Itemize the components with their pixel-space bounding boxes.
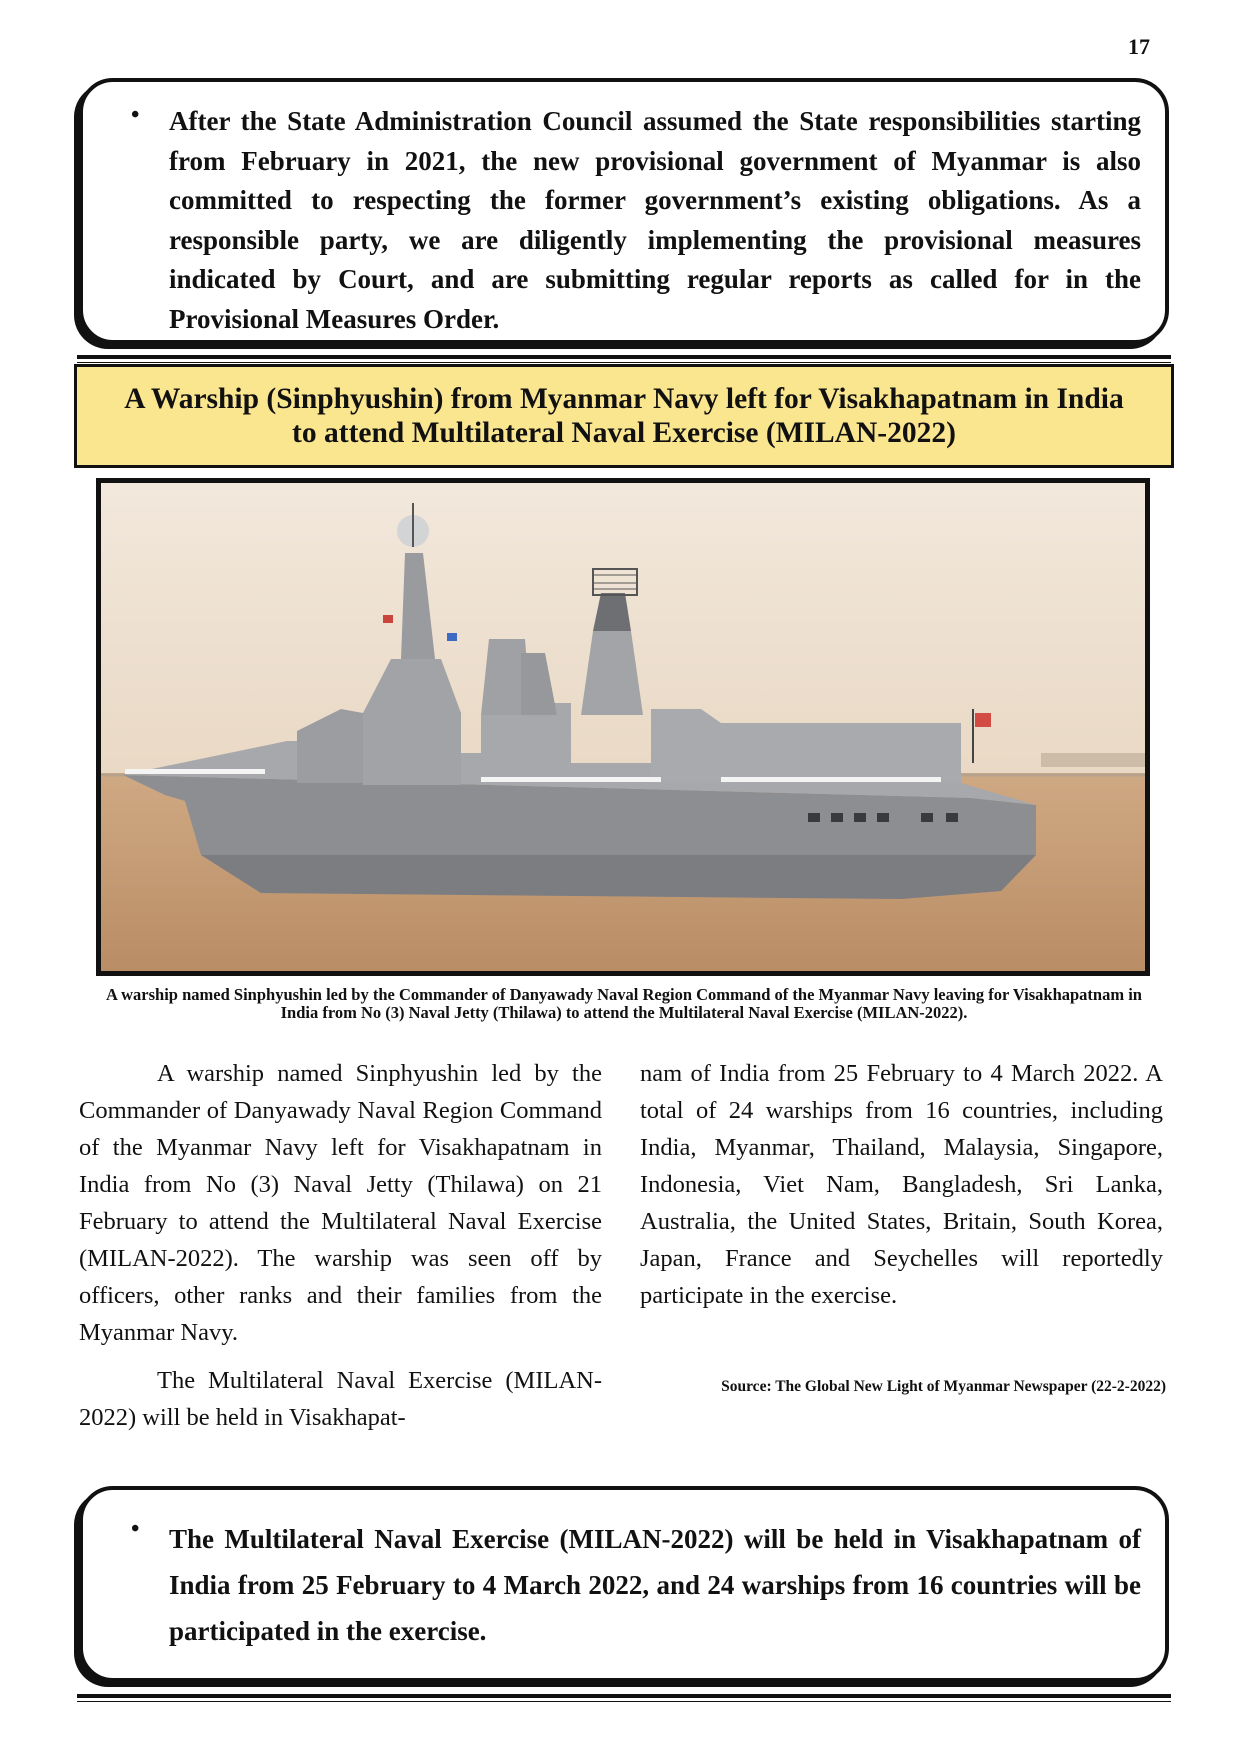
headline-line-1: A Warship (Sinphyushin) from Myanmar Navy left for Visakhapatnam in India (124, 383, 1124, 415)
article-paragraph-2-continued: nam of India from 25 February to 4 March 2022. A total of 24 warships from 16 countries, including India, Myanmar, Thailand, Malaysia, Singapore, Indonesia, Viet Nam, Bangladesh, Sri Lanka, Australia, the United States, Britain, South Korea, Japan, France and Seychelles will reportedly participate in the exercise. (640, 1060, 1163, 1309)
headline-line-2: to attend Multilateral Naval Exercise (MILAN-2022) (292, 417, 956, 449)
article-column-right (640, 1055, 1163, 1314)
photo-caption: A warship named Sinphyushin led by the Commander of Danyawady Naval Region Command of the Myanmar Navy leaving for Visakhapatnam in India from No (3) Naval Jetty (Thilawa) to attend the Multilateral Naval Exercise (MILAN-2022). (106, 985, 1142, 1022)
article-paragraph-2-start: The Multilateral Naval Exercise (MILAN-2022) will be held in Visakhapat- (79, 1367, 602, 1431)
warship-illustration (101, 483, 1145, 971)
top-summary-callout (79, 78, 1169, 344)
top-callout-bullet-item (129, 102, 1141, 339)
article-paragraph-1: A warship named Sinphyushin led by the Commander of Danyawady Naval Region Command of the Myanmar Navy left for Visakhapatnam in India from No (3) Naval Jetty (Thilawa) on 21 February to attend the Multilateral Naval Exercise (MILAN-2022). The warship was seen off by officers, other ranks and their families from the Myanmar Navy. (79, 1060, 602, 1346)
bottom-callout-text: The Multilateral Naval Exercise (MILAN-2022) will be held in Visakhapatnam of India from 25 February to 4 March 2022, and 24 warships from 16 countries will be participated in the exercise. (169, 1524, 1141, 1646)
top-callout-text: After the State Administration Council assumed the State responsibilities starting from February in 2021, the new provisional government of Myanmar is also committed to respecting the former government’s existing obligations. As a responsible party, we are diligently implementing the provisional measures indicated by Court, and are submitting regular reports as called for in the Provisional Measures Order. (169, 106, 1141, 334)
article-column-left (79, 1055, 602, 1436)
warship-photo (96, 478, 1150, 976)
divider-rule-bottom (77, 1694, 1171, 1702)
article-source: Source: The Global New Light of Myanmar Newspaper (22-2-2022) (721, 1378, 1166, 1395)
bullet-icon: • (131, 1516, 140, 1542)
divider-rule-top (77, 355, 1171, 363)
ensign-flag (975, 713, 991, 727)
page-number: 17 (1128, 34, 1150, 59)
bottom-summary-callout (79, 1486, 1169, 1682)
bullet-icon: • (131, 102, 140, 128)
bottom-callout-bullet-item (129, 1516, 1141, 1654)
article-headline-box (74, 364, 1174, 468)
article-headline (114, 382, 1133, 450)
